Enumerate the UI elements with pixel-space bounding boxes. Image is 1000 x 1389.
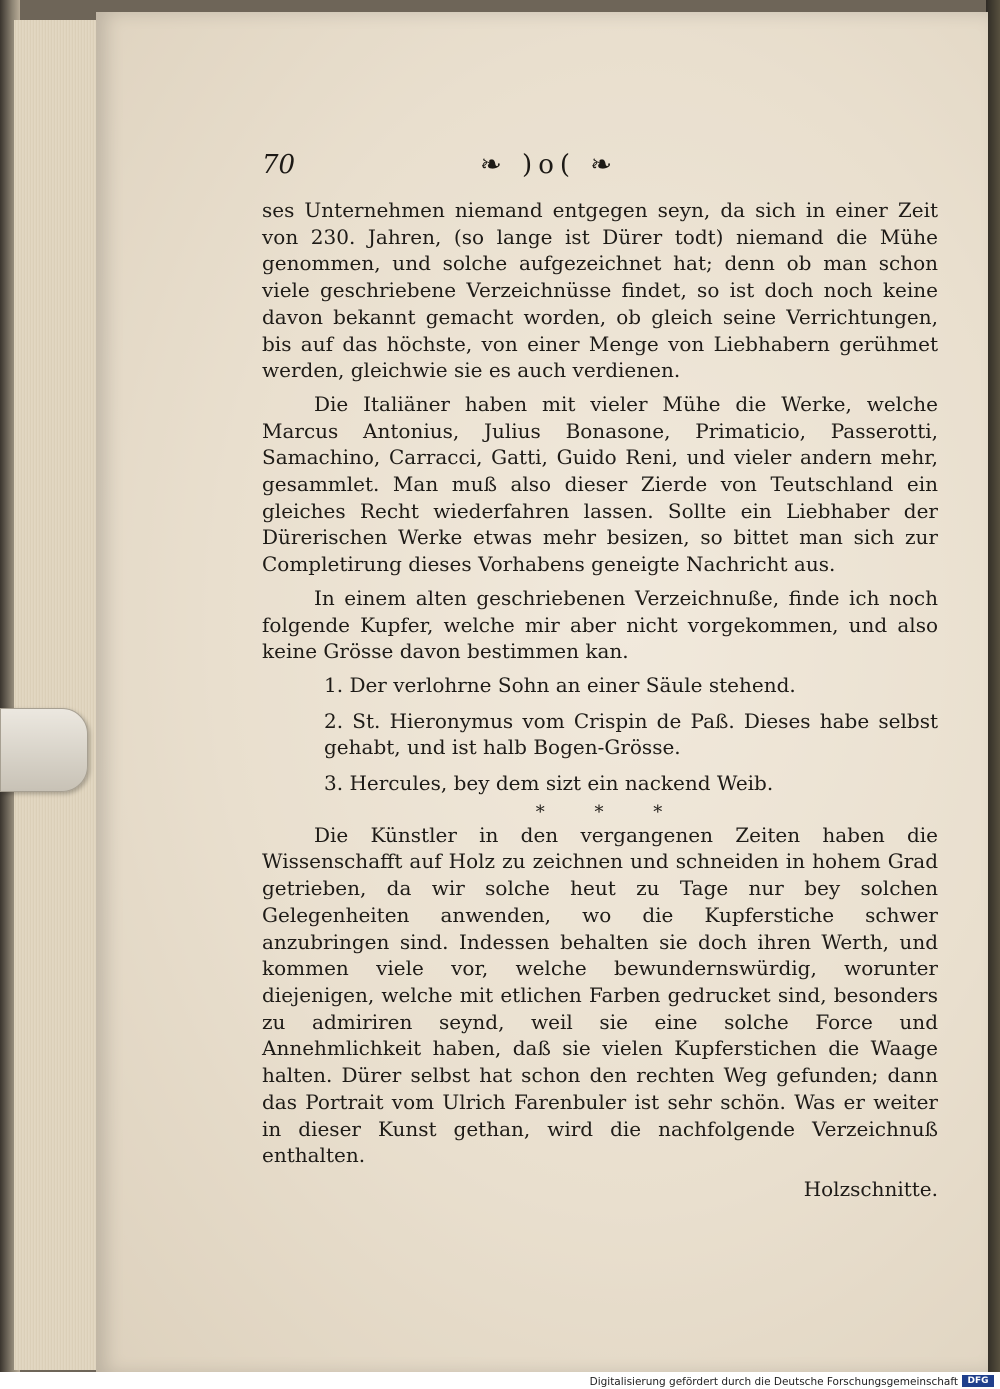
footer-credit: Digitalisierung gefördert durch die Deutsche Forschungsgemeinschaft [589,1376,958,1388]
section-stars: * * * [535,801,685,823]
catchword: Holzschnitte. [803,1176,938,1201]
page-clip [0,708,88,792]
paragraph-3: In einem alten geschriebenen Verzeichnuße, finde ich noch folgende Kupfer, welche mir aber nicht vorgekommen, und also keine Grösse davon bestimmen kan. [262,585,938,664]
list-item-2: 2. St. Hieronymus vom Crispin de Paß. Dieses habe selbst gehabt, und ist halb Bogen-Grösse. [324,708,938,760]
paragraph-2: Die Italiäner haben mit vieler Mühe die Werke, welche Marcus Antonius, Julius Bonasone, Primaticio, Passerotti, Samachino, Carracci, Gatti, Guido Reni, und vieler andern mehr, gesammlet. Man muß also dieser Zierde von Teutschland ein gleiches Recht wiederfahren lassen. Sollte ein Liebhaber der Dürerischen Werke etwas mehr besizen, so bittet man sich zur Completirung dieses Vorhabens geneigte Nachricht aus. [262,391,938,577]
page-header [262,150,692,190]
list-item-1: 1. Der verlohrne Sohn an einer Säule stehend. [324,672,796,697]
right-border [986,0,1000,1372]
paragraph-1: ses Unternehmen niemand entgegen seyn, da sich in einer Zeit von 230. Jahren, (so lange ist Dürer todt) niemand die Mühe genommen, und solche aufgezeichnet hat; denn ob man schon viele geschriebene Verzeichnüsse findet, so ist doch noch keine davon bekannt gemacht worden, ob gleich seine Verrichtungen, bis auf das höchste, von einer Menge von Liebhabern gerühmet werden, gleichwie sie es auch verdienen. [262,198,938,383]
footer-bar [0,1372,1000,1389]
page-number: 70 [262,150,296,180]
page-text [262,197,938,1203]
header-ornament: ❧ )o( ❧ [480,150,619,180]
paragraph-4: Die Künstler in den vergangenen Zeiten haben die Wissenschafft auf Holz zu zeichnen und schneiden in hohem Grad getrieben, da wir solche heut zu Tage nur bey solchen Gelegenheiten anwenden, wo die Kupferstiche schwer anzubringen sind. Indessen behalten sie doch ihren Werth, und kommen viele vor, welche bewundernswürdig, worunter diejenigen, welche mit etlichen Farben gedrucket sind, besonders zu admiriren seynd, weil sie eine solche Force und Annehmlichkeit haben, daß sie vielen Kupferstichen die Waage halten. Dürer selbst hat schon den rechten Weg gefunden; dann das Portrait vom Ulrich Farenbuler ist sehr schön. Was er weiter in dieser Kunst gethan, wird die nachfolgende Verzeichnuß enthalten. [262,822,938,1168]
dfg-logo: DFG [962,1375,994,1387]
list-item-3: 3. Hercules, bey dem sizt ein nackend Weib. [324,771,774,796]
